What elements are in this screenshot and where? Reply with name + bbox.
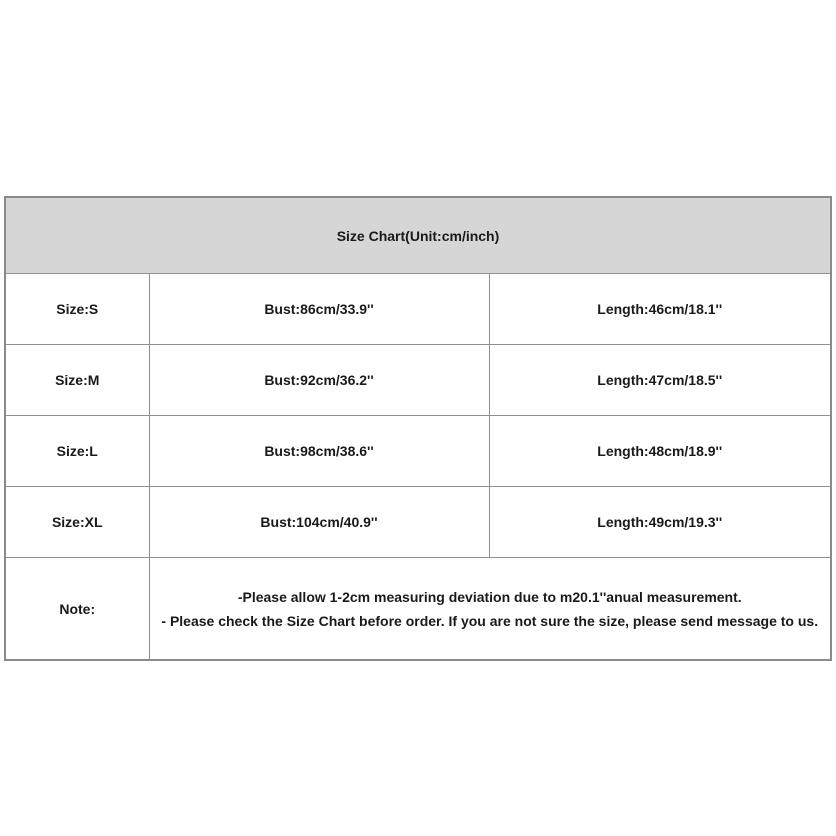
table-row bbox=[5, 487, 831, 558]
size-chart-title: Size Chart(Unit:cm/inch) bbox=[5, 197, 831, 274]
table-row bbox=[5, 416, 831, 487]
size-cell: Size:M bbox=[5, 345, 149, 416]
table-row bbox=[5, 274, 831, 345]
size-cell: Size:S bbox=[5, 274, 149, 345]
size-cell: Size:XL bbox=[5, 487, 149, 558]
bust-cell: Bust:104cm/40.9'' bbox=[149, 487, 489, 558]
note-row bbox=[5, 558, 831, 661]
length-cell: Length:46cm/18.1'' bbox=[489, 274, 831, 345]
bust-cell: Bust:98cm/38.6'' bbox=[149, 416, 489, 487]
length-cell: Length:47cm/18.5'' bbox=[489, 345, 831, 416]
note-line-deviation: -Please allow 1-2cm measuring deviation due to m20.1''anual measurement. bbox=[237, 588, 742, 605]
note-label: Note: bbox=[5, 558, 149, 661]
note-line-check-chart: - Please check the Size Chart before order. If you are not sure the size, please send message to us. bbox=[161, 612, 819, 629]
note-content bbox=[149, 558, 831, 661]
size-cell: Size:L bbox=[5, 416, 149, 487]
length-cell: Length:48cm/18.9'' bbox=[489, 416, 831, 487]
bust-cell: Bust:86cm/33.9'' bbox=[149, 274, 489, 345]
bust-cell: Bust:92cm/36.2'' bbox=[149, 345, 489, 416]
length-cell: Length:49cm/19.3'' bbox=[489, 487, 831, 558]
size-chart-table bbox=[4, 196, 832, 661]
title-row bbox=[5, 197, 831, 274]
table-row bbox=[5, 345, 831, 416]
